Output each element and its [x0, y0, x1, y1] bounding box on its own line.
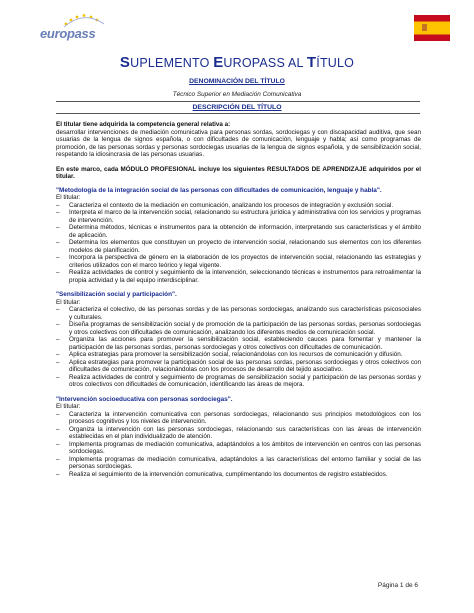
list-item: – Determina los elementos que constituyen un proyecto de intervención social, relacionando sus elementos con los diferentes modelos de planificación. — [56, 239, 421, 254]
list-item: – Implementa programas de mediación comunicativa, adaptándolos a los ámbitos de intervención en centros con las personas sordociegas. — [56, 440, 421, 455]
list-item: – Aplica estrategias para promover la participación social de las personas sordas, personas sordociegas y otros colectivos con dificultades de comunicación, relacionándolas con los procesos de desarrollo del tejido asociativo. — [56, 358, 421, 373]
marco-text: En este marco, cada MÓDULO PROFESIONAL incluye los siguientes RESULTADOS DE APRENDIZAJE adquiridos por el titular. — [56, 165, 421, 180]
list-item: – Interpreta el marco de la intervención social, relacionando su estructura jurídica y administrativa con los servicios y programas de intervención. — [56, 209, 421, 224]
competencia-lead: El titular tiene adquirida la competencia general relativa a: — [56, 121, 231, 128]
logo-text: europass — [40, 26, 96, 41]
module-section — [56, 396, 421, 479]
holder-label: El titular: — [56, 194, 81, 201]
list-item: – Implementa programas de mediación comunicativa, adaptándolos a las características del entorno familiar y social de las personas sordociegas. — [56, 455, 421, 470]
spain-flag-icon — [414, 15, 450, 41]
page-number: Página 1 de 6 — [377, 582, 418, 589]
module-section — [56, 187, 421, 285]
module-section — [56, 291, 421, 389]
page-title: SUPLEMENTO EUROPASS AL TÍTULO — [119, 54, 355, 71]
degree-name: Técnico Superior en Mediación Comunicativa — [172, 91, 302, 98]
list-item: – Caracteriza la intervención comunicativa con personas sordociegas, relacionando sus principios metodológicos con los procesos cognitivos y los niveles de intervención. — [56, 410, 421, 425]
holder-label: El titular: — [56, 298, 81, 306]
list-item: – Aplica estrategias para promover la sensibilización social, relacionándolas con los recursos de comunicación y difusión. — [56, 351, 403, 358]
list-item: – Caracteriza el colectivo, de las personas sordas y de las personas sordociegas, analizando sus características psicosociales y culturales. — [56, 306, 421, 321]
descripcion-heading: DESCRIPCIÓN DEL TÍTULO — [192, 104, 282, 111]
holder-label: El titular: — [56, 403, 81, 410]
list-item: – Organiza las acciones para promover la sensibilización social, estableciendo cauces para fomentar y mantener la participación de las personas sordas, personas sordociegas y otros colectivos con dificultades de comunicación. — [56, 336, 421, 351]
list-item: – Caracteriza el contexto de la mediación en comunicación, analizando los procesos de integración y exclusión social. — [56, 201, 394, 209]
list-item: – Realiza actividades de control y seguimiento de la intervención, seleccionando técnicas e instrumentos para retroalimentar la propia actividad y la del equipo interdisciplinar. — [56, 269, 421, 284]
denominacion-heading: DENOMINACIÓN DEL TÍTULO — [189, 78, 285, 85]
list-item: – Diseña programas de sensibilización social y de promoción de la participación de las personas sordas, personas sordociegas y otros colectivos con dificultades de comunicación, analizando los diferentes medios de comunicación social. — [56, 321, 421, 336]
list-item: – Organiza la intervención con las personas sordociegas, relacionando sus características con las áreas de intervención establecidas en el plan individualizado de atención. — [56, 425, 421, 440]
module-title: "Metodología de la integración social de las personas con dificultades de comunicación, lenguaje y habla". — [56, 186, 382, 194]
list-item: – Determina métodos, técnicas e instrumentos para la obtención de información, interpretando sus características y el ámbito de aplicación. — [56, 224, 421, 239]
competencia-text: desarrollar intervenciones de mediación comunicativa para personas sordas, sordociegas y con discapacidad auditiva, que sean usuarias de la lengua de signos española, o con dificultades de comunicación, lenguaje y habla; así como programas de promoción, de las personas sordas y personas sordociegas usuarias de la lengua de signos española, y de sensibilización social, respetando la idiosincrasia de las personas usuarias. — [56, 128, 421, 158]
document-body — [56, 121, 421, 478]
list-item: – Realiza actividades de control y seguimiento de programas de sensibilización social y participación de las personas sordas y otros colectivos con dificultades de comunicación, identificando las áreas de mejora. — [56, 373, 421, 388]
list-item: – Incorpora la perspectiva de género en la elaboración de los proyectos de intervención social, relacionando las estrategias y criterios utilizados con el marco teórico y legal vigente. — [56, 254, 421, 269]
list-item: – Realiza el seguimiento de la intervención comunicativa, cumplimentando los documentos de registro establecidos. — [56, 470, 388, 478]
divider — [56, 113, 420, 114]
module-title: "Sensibilización social y participación". — [56, 291, 177, 298]
module-title: "Intervención socioeducativa con personas sordociegas". — [56, 395, 233, 403]
divider — [56, 101, 420, 102]
